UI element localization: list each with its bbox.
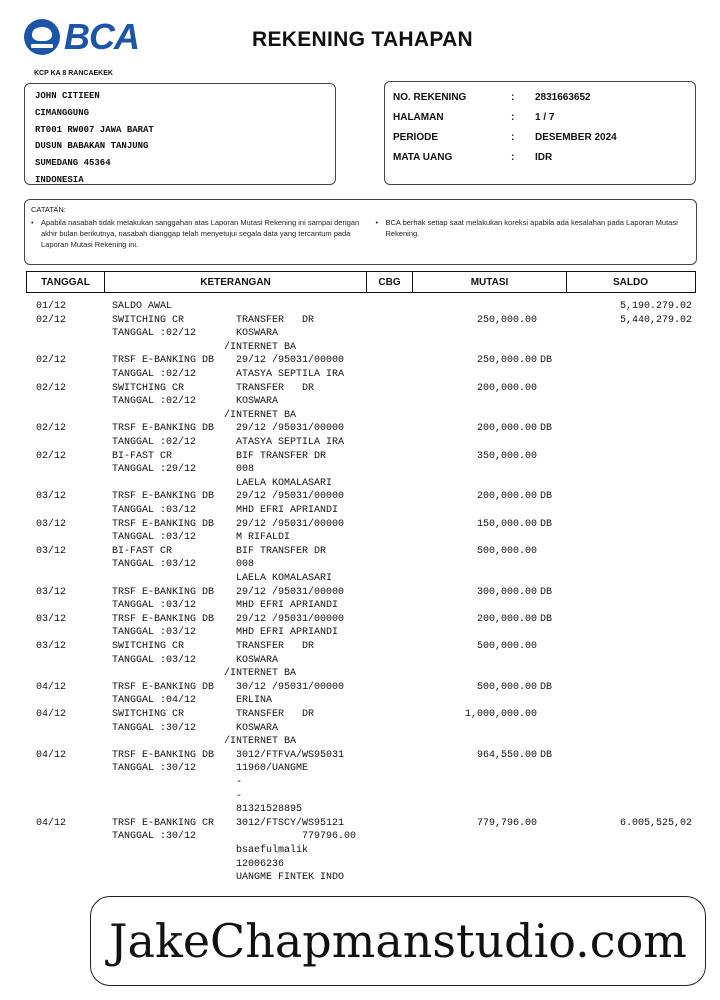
transaction-amount: 1,000,000.00 xyxy=(464,709,537,720)
transaction-date: 02/12 xyxy=(36,423,67,435)
branch-name: KCP KA 8 RANCAEKEK xyxy=(34,70,113,77)
transaction-description: SWITCHING CR xyxy=(112,314,185,326)
info-label: NO. REKENING xyxy=(393,91,467,103)
transaction-description: SALDO AWAL xyxy=(112,301,173,312)
note-item xyxy=(375,217,690,250)
address-line: SUMEDANG 45364 xyxy=(35,158,111,169)
note-text: BCA berhak setiap saat melakukan koreksi apabila ada kesalahan pada Laporan Mutasi Rekening. xyxy=(385,218,678,238)
table-row xyxy=(0,300,720,314)
transaction-amount: 500,000.00 xyxy=(476,641,537,652)
transaction-description: TANGGAL :30/12 xyxy=(112,831,197,843)
debit-marker: DB xyxy=(540,613,553,625)
transaction-amount: 500,000.00 xyxy=(476,545,537,557)
transaction-date: 01/12 xyxy=(36,301,67,312)
transaction-amount: 964,550.00 xyxy=(476,749,537,761)
header-mutasi: MUTASI xyxy=(413,272,567,292)
bca-logo xyxy=(24,16,139,58)
header-saldo: SALDO xyxy=(613,276,648,288)
debit-marker: DB xyxy=(540,355,553,367)
transaction-reference: LAELA KOMALASARI xyxy=(224,572,333,584)
document-title: REKENING TAHAPAN xyxy=(252,28,474,51)
table-row xyxy=(0,708,720,749)
bank-emblem-icon xyxy=(24,19,60,55)
transaction-reference: 008 xyxy=(224,464,255,476)
balance: 5,190.279.02 xyxy=(619,301,692,312)
info-label: HALAMAN xyxy=(393,111,444,123)
transaction-reference: KOSWARA xyxy=(224,396,279,408)
transaction-description: TANGGAL :30/12 xyxy=(112,722,197,734)
table-row xyxy=(0,490,720,517)
transaction-reference: 29/12 /95031/00000 xyxy=(224,518,345,530)
transaction-reference: KOSWARA xyxy=(224,722,279,734)
transaction-amount: 200,000.00 xyxy=(476,613,537,625)
address-line: INDONESIA xyxy=(35,174,84,185)
transaction-reference: 29/12 /95031/00000 xyxy=(224,586,345,598)
transaction-reference: MHD EFRI APRIANDI xyxy=(224,504,339,516)
transaction-reference: 29/12 /95031/00000 xyxy=(224,491,345,503)
transaction-reference: ATASYA SEPTILA IRA xyxy=(224,436,345,448)
transaction-description: TANGGAL :04/12 xyxy=(112,695,197,707)
table-header xyxy=(26,271,696,293)
transaction-amount: 150,000.00 xyxy=(476,518,537,530)
transaction-amount: 500,000.00 xyxy=(476,681,537,693)
transaction-amount: 779,796.00 xyxy=(476,817,537,829)
info-separator: : xyxy=(511,151,515,163)
balance: 5,440,279.02 xyxy=(619,314,692,326)
header-tanggal: TANGGAL xyxy=(27,272,105,292)
transaction-reference: 81321528895 xyxy=(224,804,303,816)
transaction-date: 03/12 xyxy=(36,613,67,625)
transaction-reference: /INTERNET BA xyxy=(224,341,297,353)
transaction-date: 02/12 xyxy=(36,382,67,394)
transaction-reference: KOSWARA xyxy=(224,654,279,666)
transaction-reference: BIF TRANSFER DR xyxy=(224,545,327,557)
transaction-amount: 250,000.00 xyxy=(476,314,537,326)
transaction-description: TRSF E-BANKING DB xyxy=(112,518,215,530)
transaction-reference: TRANSFER DR xyxy=(224,314,315,326)
balance: 6.005,525,02 xyxy=(619,817,692,829)
debit-marker: DB xyxy=(540,586,553,598)
transaction-amount: 350,000.00 xyxy=(476,450,537,462)
transaction-date: 02/12 xyxy=(36,450,67,462)
header-keterangan: KETERANGAN xyxy=(105,272,367,292)
bank-logo-text: BCA xyxy=(64,16,139,57)
transaction-reference: 11960/UANGME xyxy=(224,763,309,775)
transaction-reference: KOSWARA xyxy=(224,328,279,340)
transaction-description: TANGGAL :03/12 xyxy=(112,600,197,612)
transaction-reference: 12006236 xyxy=(224,858,285,870)
table-row xyxy=(0,749,720,817)
transaction-date: 03/12 xyxy=(36,518,67,530)
table-row xyxy=(0,817,720,885)
transaction-date: 02/12 xyxy=(36,355,67,367)
transaction-reference: LAELA KOMALASARI xyxy=(224,477,333,489)
info-separator: : xyxy=(511,131,515,143)
transaction-reference: /INTERNET BA xyxy=(224,668,297,680)
transaction-reference: - xyxy=(224,790,243,802)
transaction-description: TANGGAL :03/12 xyxy=(112,504,197,516)
note-text: Apabila nasabah tidak melakukan sanggahan atas Laporan Mutasi Rekening ini sampai dengan akhir bulan berikutnya, nasabah dianggap telah menyetujui segala data yang tercantum pada Laporan Mutasi Rekening ini. xyxy=(41,218,360,249)
transaction-date: 03/12 xyxy=(36,491,67,503)
transaction-description: TRSF E-BANKING DB xyxy=(112,681,215,693)
address-line: CIMANGGUNG xyxy=(35,107,90,118)
transaction-reference: TRANSFER DR xyxy=(224,641,315,652)
transaction-reference: 29/12 /95031/00000 xyxy=(224,423,345,435)
transaction-description: TRSF E-BANKING DB xyxy=(112,749,215,761)
transaction-date: 03/12 xyxy=(36,641,67,652)
notes-box xyxy=(24,199,697,265)
transaction-reference: /INTERNET BA xyxy=(224,736,297,748)
address-line: DUSUN BABAKAN TANJUNG xyxy=(35,141,149,152)
transaction-description: SWITCHING CR xyxy=(112,641,185,652)
table-row xyxy=(0,354,720,381)
info-separator: : xyxy=(511,91,515,103)
transaction-description: TRSF E-BANKING DB xyxy=(112,423,215,435)
transaction-reference: 779796.00 xyxy=(224,831,357,843)
address-line: RT001 RW007 JAWA BARAT xyxy=(35,124,154,135)
transaction-reference: TRANSFER DR xyxy=(224,382,315,394)
transaction-description: TANGGAL :03/12 xyxy=(112,654,197,666)
transaction-description: TANGGAL :29/12 xyxy=(112,464,197,476)
account-info-row xyxy=(393,87,687,107)
info-value: 1 / 7 xyxy=(535,111,555,123)
transaction-description: TANGGAL :02/12 xyxy=(112,368,197,380)
transaction-amount: 200,000.00 xyxy=(476,382,537,394)
transaction-description: TRSF E-BANKING DB xyxy=(112,355,215,367)
transaction-reference: BIF TRANSFER DR xyxy=(224,450,327,462)
account-info-row xyxy=(393,147,687,167)
header-cbg: CBG xyxy=(367,272,413,292)
transaction-reference: 29/12 /95031/00000 xyxy=(224,613,345,625)
debit-marker: DB xyxy=(540,491,553,503)
transaction-description: TRSF E-BANKING DB xyxy=(112,586,215,598)
info-label: PERIODE xyxy=(393,131,439,143)
info-separator: : xyxy=(511,111,515,123)
table-row xyxy=(0,545,720,586)
transaction-description: TRSF E-BANKING DB xyxy=(112,491,215,503)
transaction-amount: 200,000.00 xyxy=(476,423,537,435)
transaction-date: 03/12 xyxy=(36,545,67,557)
account-info-box xyxy=(384,81,696,185)
customer-address-box xyxy=(24,83,336,185)
transaction-reference: 008 xyxy=(224,559,255,571)
transaction-reference: MHD EFRI APRIANDI xyxy=(224,600,339,612)
transaction-reference: bsaefulmalik xyxy=(224,844,309,856)
transaction-description: TANGGAL :03/12 xyxy=(112,532,197,544)
transaction-description: TANGGAL :02/12 xyxy=(112,396,197,408)
account-info-row xyxy=(393,107,687,127)
transaction-date: 03/12 xyxy=(36,586,67,598)
transaction-reference: MHD EFRI APRIANDI xyxy=(224,627,339,639)
watermark xyxy=(90,896,706,986)
transaction-date: 04/12 xyxy=(36,681,67,693)
table-row xyxy=(0,382,720,423)
transaction-reference: 3012/FTFVA/WS95031 xyxy=(224,749,345,761)
transaction-description: SWITCHING CR xyxy=(112,709,185,720)
note-item xyxy=(31,217,375,250)
info-value: IDR xyxy=(535,151,553,163)
transaction-reference: UANGME FINTEK INDO xyxy=(224,872,345,884)
debit-marker: DB xyxy=(540,518,553,530)
transaction-reference: 3012/FTSCY/WS95121 xyxy=(224,817,345,829)
info-value: DESEMBER 2024 xyxy=(535,131,617,143)
transaction-reference: ATASYA SEPTILA IRA xyxy=(224,368,345,380)
transaction-reference: 29/12 /95031/00000 xyxy=(224,355,345,367)
notes-title: CATATAN: xyxy=(31,205,66,214)
transaction-description: TANGGAL :03/12 xyxy=(112,559,197,571)
table-row xyxy=(0,422,720,449)
table-row xyxy=(0,518,720,545)
table-row xyxy=(0,681,720,708)
table-row xyxy=(0,586,720,613)
transaction-description: BI-FAST CR xyxy=(112,450,173,462)
debit-marker: DB xyxy=(540,423,553,435)
transaction-reference: 30/12 /95031/00000 xyxy=(224,681,345,693)
transaction-reference: M RIFALDI xyxy=(224,532,291,544)
address-line: JOHN CITIEEN xyxy=(35,91,100,101)
transaction-amount: 300,000.00 xyxy=(476,586,537,598)
transaction-reference: - xyxy=(224,776,243,788)
transaction-description: TANGGAL :03/12 xyxy=(112,627,197,639)
transaction-description: TANGGAL :30/12 xyxy=(112,763,197,775)
bullet-icon: • xyxy=(31,218,34,227)
table-row xyxy=(0,640,720,681)
table-row xyxy=(0,613,720,640)
watermark-text: JakeChapmanstudio.com xyxy=(109,914,687,968)
info-label: MATA UANG xyxy=(393,151,453,163)
transaction-reference: TRANSFER DR xyxy=(224,709,315,720)
transaction-description: SWITCHING CR xyxy=(112,382,185,394)
transaction-date: 04/12 xyxy=(36,749,67,761)
debit-marker: DB xyxy=(540,681,553,693)
transaction-description: TRSF E-BANKING DB xyxy=(112,613,215,625)
transaction-description: BI-FAST CR xyxy=(112,545,173,557)
transaction-reference: /INTERNET BA xyxy=(224,409,297,421)
transaction-reference: ERLINA xyxy=(224,695,273,707)
transaction-description: TANGGAL :02/12 xyxy=(112,328,197,340)
debit-marker: DB xyxy=(540,749,553,761)
transaction-date: 02/12 xyxy=(36,314,67,326)
transaction-amount: 250,000.00 xyxy=(476,355,537,367)
table-row xyxy=(0,314,720,355)
bullet-icon: • xyxy=(375,218,379,227)
transaction-date: 04/12 xyxy=(36,709,67,720)
info-value: 2831663652 xyxy=(535,91,591,103)
transaction-date: 04/12 xyxy=(36,817,67,829)
transaction-description: TRSF E-BANKING CR xyxy=(112,817,215,829)
table-row xyxy=(0,450,720,491)
transaction-description: TANGGAL :02/12 xyxy=(112,436,197,448)
account-info-row xyxy=(393,127,687,147)
transaction-amount: 200,000.00 xyxy=(476,491,537,503)
